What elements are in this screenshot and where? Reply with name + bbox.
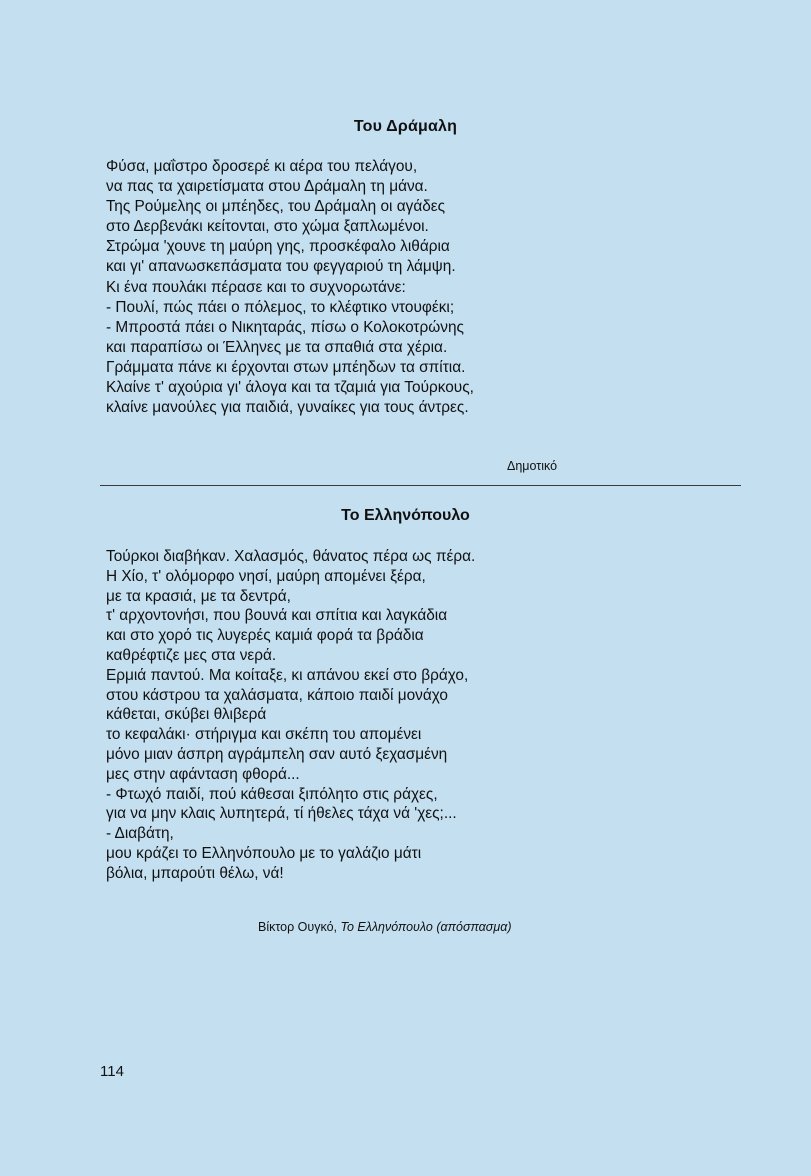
poem-line: Γράμματα πάνε κι έρχονται στων μπέηδων τα σπίτια. bbox=[106, 358, 466, 376]
poem-line: μόνο μιαν άσπρη αγράμπελη σαν αυτό ξεχασμένη bbox=[106, 745, 448, 763]
poem-line: Κλαίνε τ' αχούρια γι' άλογα και τα τζαμιά για Τούρκους, bbox=[106, 379, 474, 397]
poem-line: βόλια, μπαρούτι θέλω, νά! bbox=[106, 864, 284, 882]
poem-line: κλαίνε μανούλες για παιδιά, γυναίκες για τους άντρες. bbox=[106, 399, 469, 417]
poem-line: Στρώμα 'χουνε τη μαύρη γης, προσκέφαλο λιθάρια bbox=[106, 238, 450, 256]
poem-line: κάθεται, σκύβει θλιβερά bbox=[106, 706, 267, 724]
poem-line: μες στην αφάνταση φθορά... bbox=[106, 765, 300, 783]
poem-line: Φύσα, μαΐστρο δροσερέ κι αέρα του πελάγου, bbox=[106, 158, 418, 175]
source-author: Βίκτορ Ουγκό, bbox=[258, 920, 341, 934]
poem-title-to-ellinopoulo: Το Ελληνόπουλο bbox=[341, 507, 470, 524]
poem-source-hugo bbox=[258, 920, 511, 934]
poem-line: και παραπίσω οι Έλληνες με τα σπαθιά στα χέρια. bbox=[106, 338, 448, 356]
poem-line: - Φτωχό παιδί, πού κάθεσαι ξιπόλητο στις ράχες, bbox=[106, 785, 438, 803]
poem-to-ellinopoulo bbox=[106, 547, 786, 884]
poem-line: και γι' απανωσκεπάσματα του φεγγαριού τη λάμψη. bbox=[106, 258, 456, 276]
poem-line: - Διαβάτη, bbox=[106, 825, 174, 843]
poem-line: στο Δερβενάκι κείτονται, στο χώμα ξαπλωμένοι. bbox=[106, 218, 429, 236]
poem-line: για να μην κλαις λυπητερά, τί ήθελες τάχα νά 'χες;... bbox=[106, 805, 457, 823]
poem-line: - Μπροστά πάει ο Νικηταράς, πίσω ο Κολοκοτρώνης bbox=[106, 318, 464, 336]
poem-line: να πας τα χαιρετίσματα στου Δράμαλη τη μάνα. bbox=[106, 178, 428, 196]
poem-line: καθρέφτιζε μες στα νερά. bbox=[106, 646, 277, 664]
poem-tou-dramali bbox=[106, 157, 786, 418]
page-number: 114 bbox=[100, 1063, 124, 1080]
poem-line: τ' αρχοντονήσι, που βουνά και σπίτια και λαγκάδια bbox=[106, 607, 448, 625]
poem-title-tou-dramali: Του Δράμαλη bbox=[353, 118, 458, 135]
poem-line: Τούρκοι διαβήκαν. Χαλασμός, θάνατος πέρα ως πέρα. bbox=[106, 548, 476, 565]
poem-line: Η Χίο, τ' ολόμορφο νησί, μαύρη απομένει ξέρα, bbox=[106, 567, 426, 585]
poem-line: Της Ρούμελης οι μπέηδες, του Δράμαλη οι αγάδες bbox=[106, 198, 446, 216]
poem-source-dimotiko: Δημοτικό bbox=[507, 459, 558, 473]
poem-line: - Πουλί, πώς πάει ο πόλεμος, το κλέφτικο ντουφέκι; bbox=[106, 298, 455, 316]
poem-line: στου κάστρου τα χαλάσματα, κάποιο παιδί μονάχο bbox=[106, 686, 448, 704]
section-divider bbox=[100, 485, 741, 486]
poem-line: μου κράζει το Ελληνόπουλο με το γαλάζιο μάτι bbox=[106, 844, 422, 862]
source-work-title: Το Ελληνόπουλο (απόσπασμα) bbox=[340, 920, 512, 934]
poem-line: με τα κρασιά, με τα δεντρά, bbox=[106, 587, 291, 605]
poem-line: Ερμιά παντού. Μα κοίταξε, κι απάνου εκεί στο βράχο, bbox=[106, 666, 469, 684]
poem-line: το κεφαλάκι· στήριγμα και σκέπη του απομένει bbox=[106, 726, 422, 744]
poem-line: Κι ένα πουλάκι πέρασε και το συχνορωτάνε: bbox=[106, 278, 406, 296]
poem-line: και στο χορό τις λυγερές καμιά φορά τα βράδια bbox=[106, 627, 424, 645]
